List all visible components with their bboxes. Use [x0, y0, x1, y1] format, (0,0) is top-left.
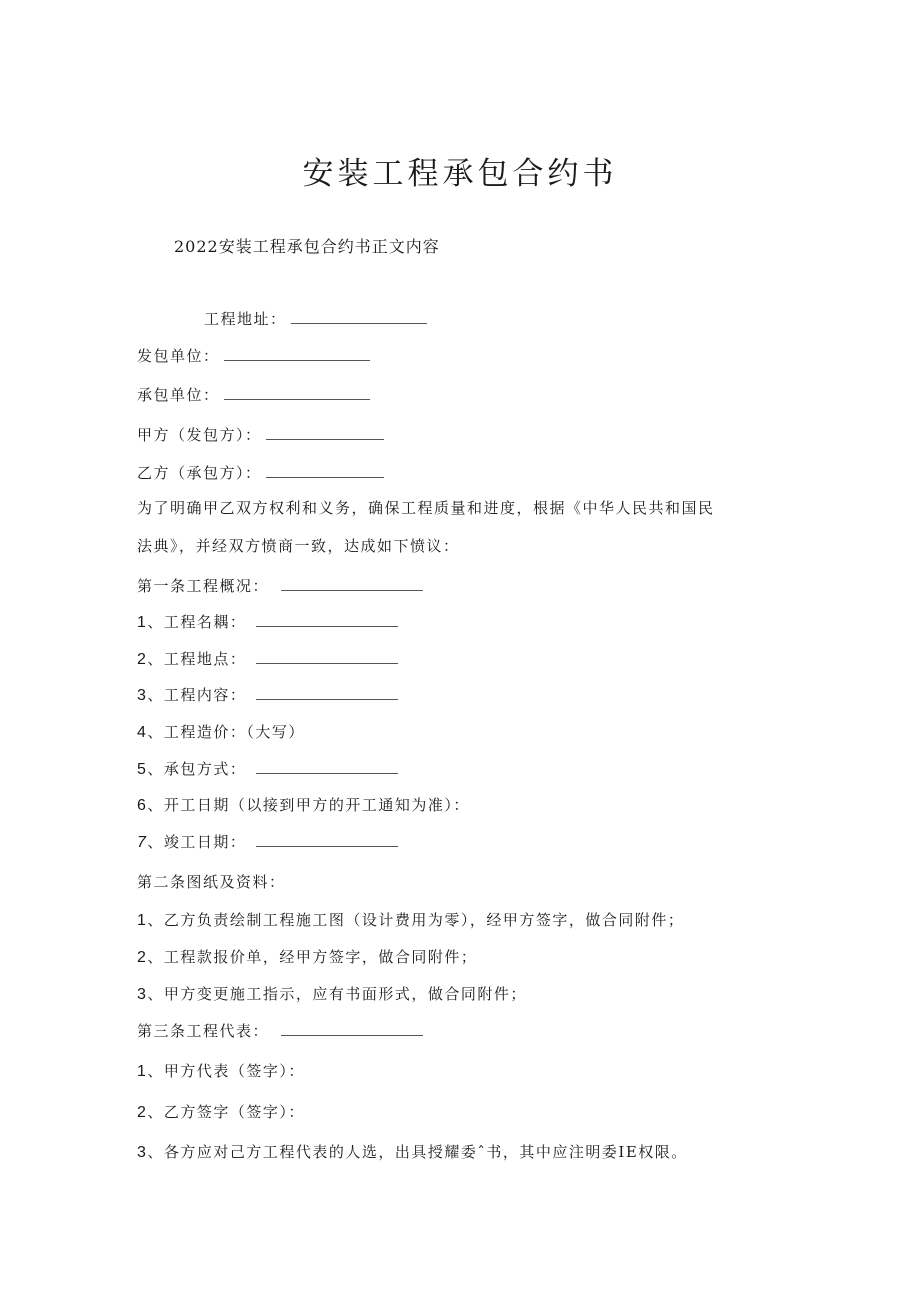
article3-heading-line [137, 1021, 423, 1041]
preamble-line-1: 为了明确甲乙双方权利和义务，确保工程质量和进度，根据《中华人民共和国民 [137, 499, 715, 517]
article1-heading: 第一条工程概况： [137, 577, 270, 595]
item-text: 、乙方负责绘制工程施工图（设计费用为零），经甲方签字，做合同附件； [147, 911, 685, 929]
receiver-blank [224, 385, 370, 400]
item-blank [256, 649, 398, 664]
issuer-label: 发包单位： [137, 347, 220, 365]
item-number: 2 [137, 949, 148, 966]
item-number: 3 [137, 687, 148, 704]
party-b-label: 乙方（承包方）： [137, 464, 262, 482]
item-number: 1 [137, 1063, 148, 1080]
party-b-line [137, 463, 384, 483]
item-text: 、甲方代表（签字）： [147, 1062, 305, 1080]
article2-item [137, 910, 684, 931]
article1-heading-line [137, 576, 423, 596]
article2-heading: 第二条图纸及资料： [137, 873, 286, 891]
receiver-line [137, 385, 370, 405]
item-text: 、甲方变更施工指示，应有书面形式，做合同附件； [147, 985, 527, 1003]
item-text: 、乙方签字（签字）： [147, 1103, 305, 1121]
article3-heading: 第三条工程代表： [137, 1022, 270, 1040]
item-blank [256, 759, 398, 774]
item-text: 、工程地点： [147, 650, 247, 668]
project-address-line [204, 309, 427, 329]
party-a-label: 甲方（发包方）： [137, 426, 262, 444]
receiver-label: 承包单位： [137, 386, 220, 404]
article1-item [137, 832, 398, 853]
issuer-blank [224, 346, 370, 361]
item-number: 3 [137, 1144, 148, 1161]
item-number: 1 [137, 614, 148, 631]
party-a-line [137, 425, 384, 445]
item-number: 2 [137, 651, 148, 668]
item-number: 5 [137, 761, 148, 778]
item-blank [256, 685, 398, 700]
item-number: 3 [137, 986, 148, 1003]
item-text: 、工程造价：（大写） [147, 723, 305, 741]
preamble-line-2: 法典》，并经双方愤商一致，达成如下愤议： [137, 537, 460, 555]
item-text: 、工程款报价单，经甲方签字，做合同附件； [147, 948, 478, 966]
article1-item [137, 649, 398, 670]
article1-item [137, 795, 470, 816]
item-text: 、工程名耦： [147, 613, 247, 631]
article1-blank [281, 576, 423, 591]
project-address-label: 工程地址： [204, 310, 287, 328]
item-number: 7 [137, 834, 148, 851]
item-text: 、工程内容： [147, 686, 247, 704]
document-title: 安装工程承包合约书 [302, 156, 618, 192]
article3-item [137, 1061, 305, 1082]
article3-blank [281, 1021, 423, 1036]
article2-item [137, 984, 527, 1005]
item-text: 、各方应对己方工程代表的人选，出具授耀委ˆ书，其中应注明委IE权限。 [147, 1143, 688, 1161]
item-number: 2 [137, 1104, 148, 1121]
item-blank [256, 832, 398, 847]
article3-item [137, 1102, 305, 1123]
item-blank [256, 612, 398, 627]
article3-item [137, 1142, 688, 1163]
issuer-line [137, 346, 370, 366]
document-subtitle: 2022安装工程承包合约书正文内容 [174, 237, 440, 256]
article1-item [137, 685, 398, 706]
article1-item [137, 612, 398, 633]
item-number: 6 [137, 797, 148, 814]
project-address-blank [291, 309, 427, 324]
article1-item [137, 722, 305, 743]
article2-item [137, 947, 477, 968]
item-text: 、承包方式： [147, 760, 247, 778]
item-number: 1 [137, 912, 148, 929]
article1-item [137, 759, 398, 780]
item-text: 、竣工日期： [147, 833, 247, 851]
item-number: 4 [137, 724, 148, 741]
item-text: 、开工日期（以接到甲方的开工通知为准）： [147, 796, 470, 814]
party-a-blank [266, 425, 384, 440]
party-b-blank [266, 463, 384, 478]
